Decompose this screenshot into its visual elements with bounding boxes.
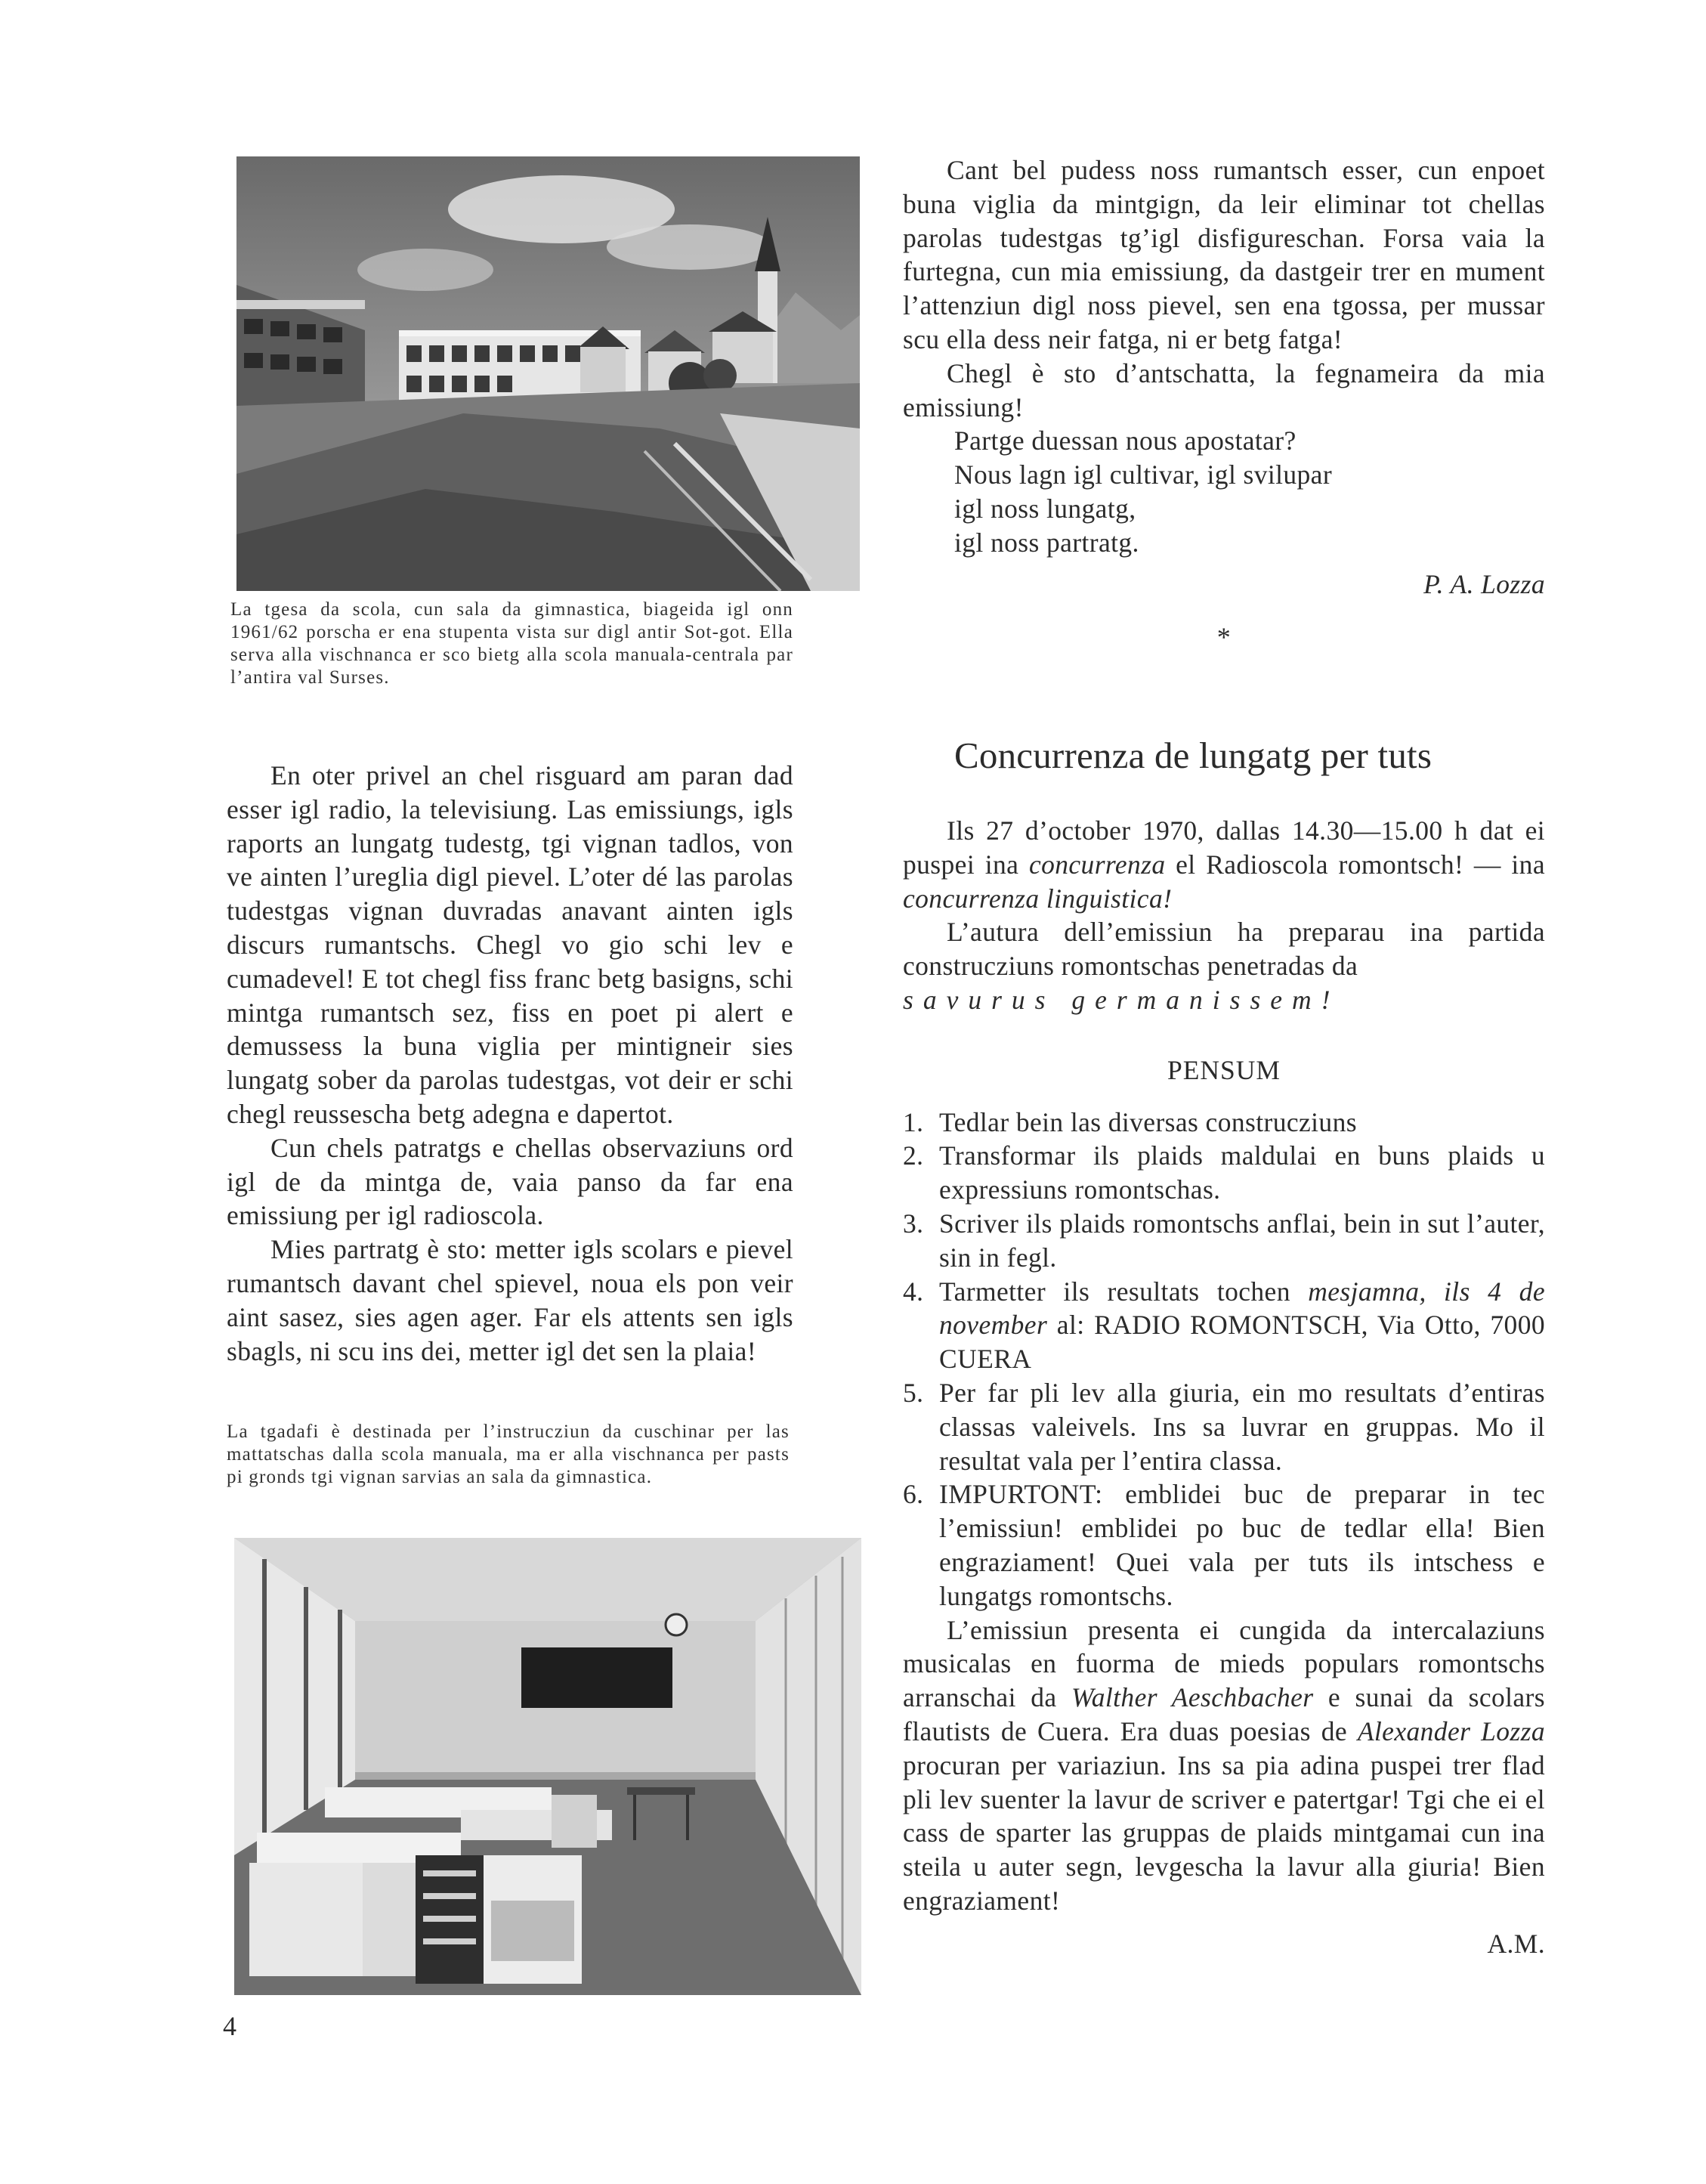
poem-line: igl noss partratg. (954, 527, 1139, 558)
author-signature: P. A. Lozza (1423, 568, 1545, 599)
school-building-illustration (236, 156, 860, 591)
list-item: 5. Per far pli lev alla giuria, ein mo resultats d’entiras classas valeivels. Ins sa luvrar en gruppas. Mo il resultat vala per l’entira classa. (903, 1377, 1545, 1476)
pensum-list (903, 1106, 1545, 1613)
intro-paragraph: Ils 27 d’october 1970, dallas 14.30—15.00 h dat ei puspei ina concurrenza el Radioscola romontsch! — ina concurrenza linguistica! (903, 815, 1545, 914)
paragraph: Chegl è sto d’antschatta, la fegnameira da mia emissiung! (903, 357, 1545, 422)
poem-line: Partge duessan nous apostatar? (954, 425, 1296, 456)
list-item: 2. Transformar ils plaids maldulai en buns plaids u expressiuns romontschas. (903, 1140, 1545, 1205)
separator-asterisk: * (1216, 622, 1232, 653)
list-item: 3. Scriver ils plaids romontschs anflai, bein in sut l’auter, sin in fegl. (903, 1208, 1545, 1273)
paragraph: Mies partratg è sto: metter igls scolars e pievel rumantsch davant chel spievel, noua els pon veir aint sasez, sies agen ager. Far els attents sen igls sbagls, ni scu ins dei, metter igl det sen la plaia! (227, 1234, 793, 1366)
pensum-heading: PENSUM (1167, 1054, 1281, 1085)
article-signature: A.M. (1487, 1928, 1545, 1959)
list-item: 4. Tarmetter ils resultats tochen mesjamna, ils 4 de november al: RADIO ROMONTSCH, Via Otto, 7000 CUERA (903, 1276, 1545, 1375)
kitchen-illustration (234, 1538, 861, 1995)
article-body (903, 814, 1545, 1961)
left-article-body (227, 759, 793, 1368)
list-item: 1. Tedlar bein las diversas construcziuns (903, 1106, 1357, 1137)
paragraph: L’autura dell’emissiun ha preparau ina partida construcziuns romontschas penetradas da (903, 917, 1545, 982)
spaced-text: savurus germanissem! (903, 984, 1340, 1015)
right-article-body (903, 153, 1545, 654)
kitchen-photo (234, 1538, 861, 1995)
paragraph: Cant bel pudess noss rumantsch esser, cun enpoet buna viglia da mintgign, da leir eliminar tot chellas parolas tudestgas tg’igl disfigureschan. Forsa vaia la furtegna, cun mia emissiung, da dastgeir trer en mument l’attenziun digl noss pievel, sen ena tgossa, per mussar scu ella dess neir fatga, ni er betg fatga! (903, 155, 1545, 354)
list-item: 6. IMPURTONT: emblidei buc de preparar in tec l’emissiun! emblidei po buc de tedlar ella! Bien engraziament! Quei vala per tuts ils intschess e lungatgs romontschs. (903, 1479, 1545, 1611)
page-number: 4 (223, 2011, 236, 2041)
school-building-photo (236, 156, 860, 591)
paragraph: En oter privel an chel risguard am paran dad esser igl radio, la televisiung. Las emissiungs, igls raports an lungatg tudestg, tgi vignan tadlos, von ve ainten l’ureglia digl pievel. L’oter dé las parolas tudestgas vignan duvradas anavant ainten igls discurs rumantschs. Chegl vo gio schi lev e cumadevel! E tot chegl fiss franc betg basigns, schi mintga rumantsch sez, fiss en poet pi alert e demussess la buna viglia per mintigneir sies lungatg sober da parolas tudestgas, vot deir er schi chegl reussescha betg adegna e dapertot. (227, 760, 793, 1129)
poem-line: Nous lagn igl cultivar, igl svilupar (954, 459, 1333, 490)
article-title: Concurrenza de lungatg per tuts (954, 735, 1432, 776)
poem-line: igl noss lungatg, (954, 493, 1136, 524)
poem (903, 424, 1545, 559)
paragraph: Cun chels patratgs e chellas observaziuns ord igl de da mintga de, vaia panso da far ena emissiung per igl radioscola. (227, 1132, 793, 1231)
kitchen-caption: La tgadafi è destinada per l’instrucziun da cuschinar per las mattatschas dalla scola manuala, ma er alla vischnanca per pasts pi gronds tgi vignan sarvias an sala da gimnastica. (227, 1421, 790, 1487)
closing-paragraph: L’emissiun presenta ei cungida da intercalaziuns musicalas en fuorma de mieds populars romontschs arranschai da Walther Aeschbacher e sunai da scolars flautists de Cuera. Era duas poesias de Alexander Lozza procuran per variaziun. Ins sa pia adina puspei trer flad pli lev suenter la lavur de scriver e patertgar! Tgi che ei el cass de sparter las gruppas de plaids mintgamai cun ina steila u auter segn, levgescha la lavur alla giuria! Bien engraziament! (903, 1614, 1546, 1916)
school-building-caption: La tgesa da scola, cun sala da gimnastica, biageida igl onn 1961/62 porscha er ena stupenta vista sur digl antir Sot-got. Ella serva alla vischnanca er sco bietg alla scola manuala-centrala par l’antira val Surses. (230, 599, 793, 688)
